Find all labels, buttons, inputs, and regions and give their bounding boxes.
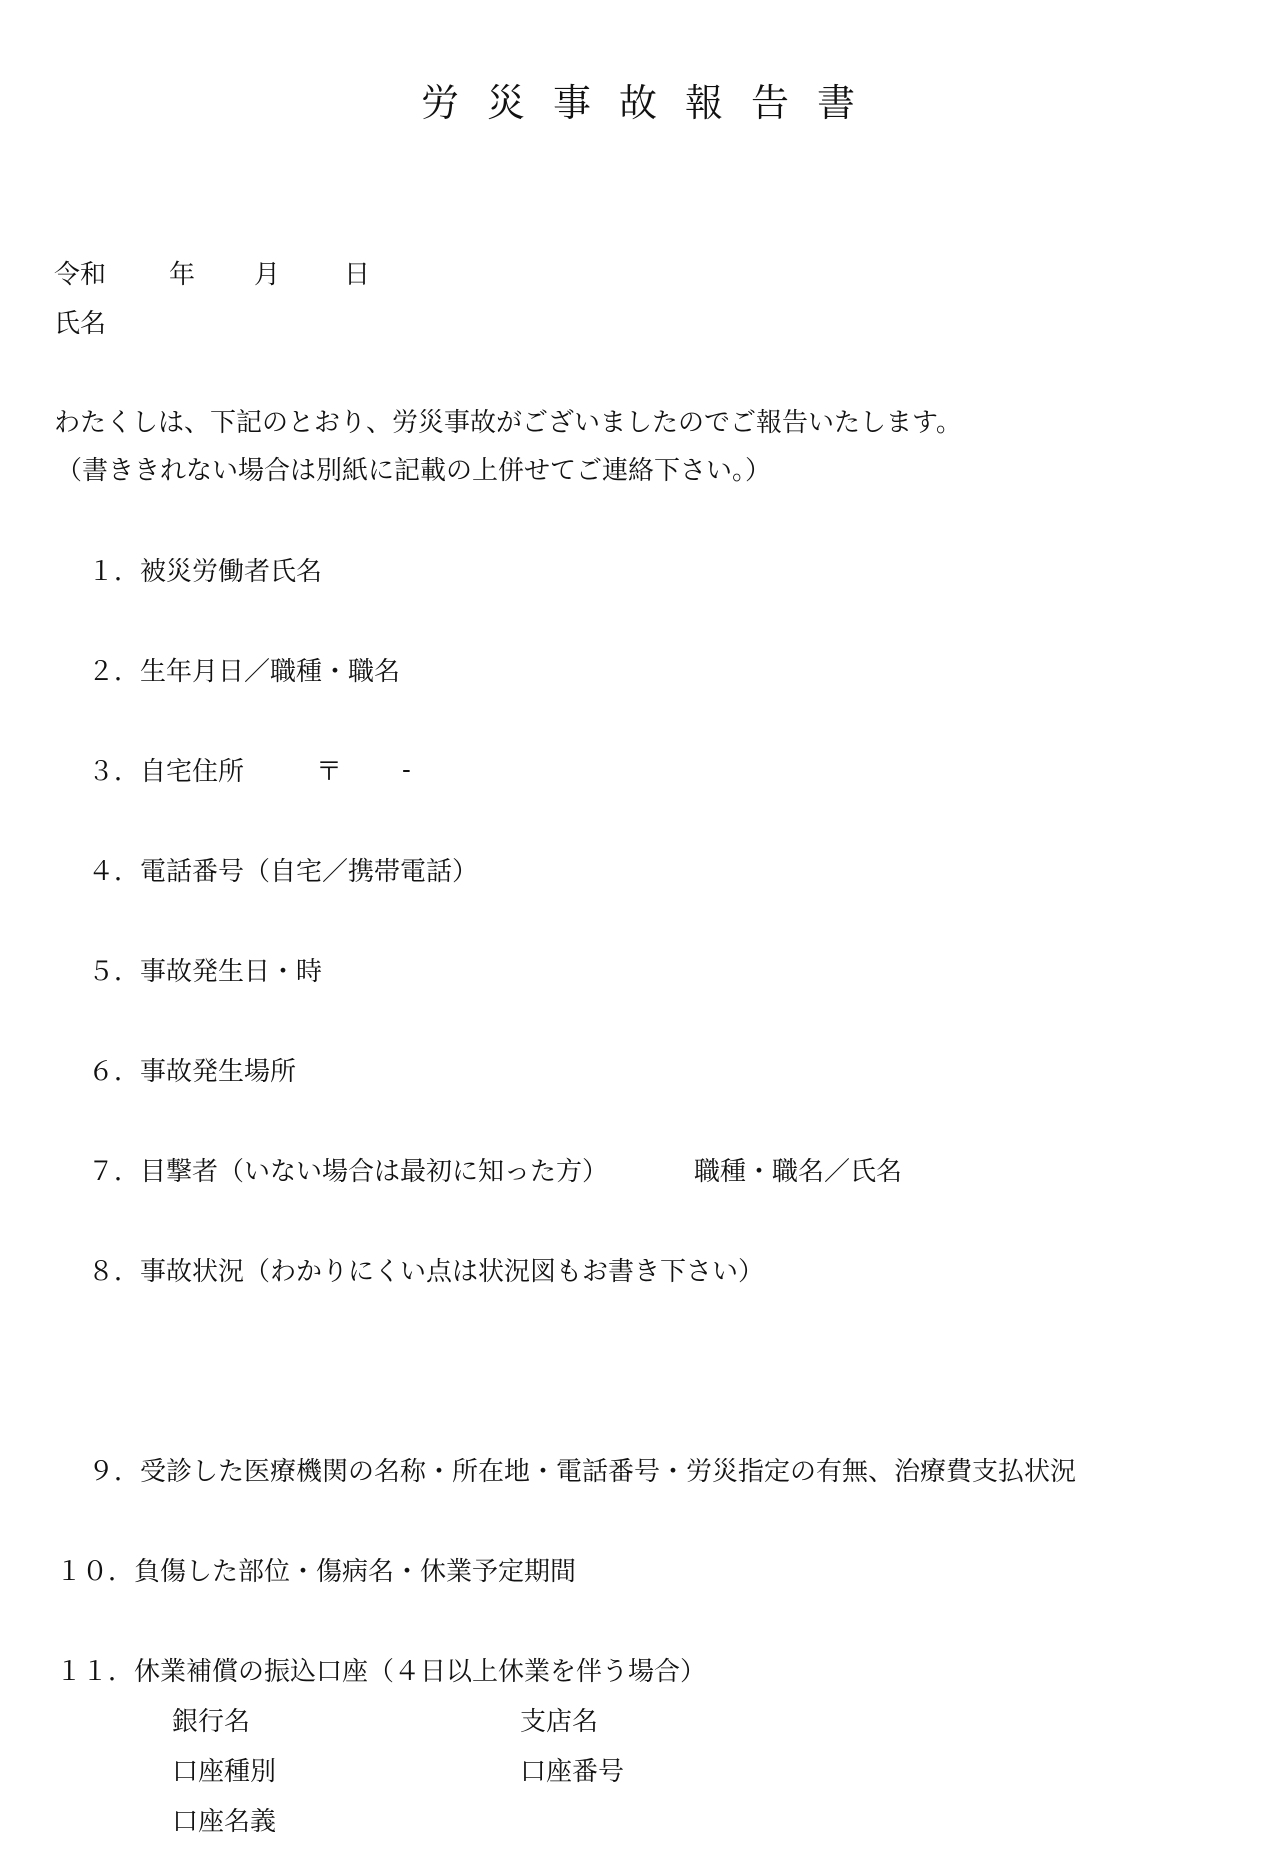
item-label: 事故発生場所 [140,1057,297,1087]
item-label: 事故発生日・時 [140,957,323,987]
item-label: 休業補償の振込口座（４日以上休業を伴う場合） [134,1657,707,1687]
item-number: ２． [88,657,141,687]
item-label: 生年月日／職種・職名 [140,657,401,687]
item-3 [88,755,244,789]
item-10 [56,1555,576,1589]
branch-name-label: 支店名 [520,1707,599,1737]
item-number: ４． [88,857,141,887]
date-day: 日 [344,260,371,290]
item-8 [88,1255,764,1289]
item-number: １． [88,557,141,587]
item-11 [56,1655,706,1689]
intro-line-2: （書ききれない場合は別紙に記載の上併せてご連絡下さい。） [56,456,772,486]
item-label: 電話番号（自宅／携帯電話） [140,857,479,887]
item-label: 自宅住所 [140,757,245,787]
item-7 [88,1155,608,1189]
item-6 [88,1055,296,1089]
item-9 [88,1455,1076,1489]
bank-name-label: 銀行名 [172,1707,251,1737]
date-era: 令和 [54,260,107,290]
item-label: 被災労働者氏名 [140,557,323,587]
item-5 [88,955,322,989]
item-number: ９． [88,1457,141,1487]
item-label: 負傷した部位・傷病名・休業予定期間 [134,1557,577,1587]
item-number: ３． [88,757,141,787]
name-label: 氏名 [54,309,107,339]
item-4 [88,855,478,889]
item-1 [88,555,322,589]
account-number-label: 口座番号 [520,1757,625,1787]
item-label: 受診した医療機関の名称・所在地・電話番号・労災指定の有無、治療費支払状況 [140,1457,1077,1487]
account-type-label: 口座種別 [172,1757,277,1787]
item-number: ６． [88,1057,141,1087]
item-label: 事故状況（わかりにくい点は状況図もお書き下さい） [140,1257,765,1287]
item-label: 目撃者（いない場合は最初に知った方） [140,1157,609,1187]
item-7-extra: 職種・職名／氏名 [694,1157,903,1187]
intro-line-1: わたくしは、下記のとおり、労災事故がございましたのでご報告いたします。 [54,408,962,438]
date-line [54,258,370,292]
item-number: ５． [88,957,141,987]
item-2 [88,655,400,689]
date-year: 年 [169,260,196,290]
item-number: １１． [56,1657,135,1687]
item-number: ７． [88,1157,141,1187]
item-number: １０． [56,1557,135,1587]
postal-dash: - [402,755,411,785]
date-month: 月 [254,260,281,290]
account-holder-label: 口座名義 [172,1807,277,1837]
postal-mark: 〒 [316,757,343,787]
document-title: 労災事故報告書 [420,81,883,125]
item-number: ８． [88,1257,141,1287]
